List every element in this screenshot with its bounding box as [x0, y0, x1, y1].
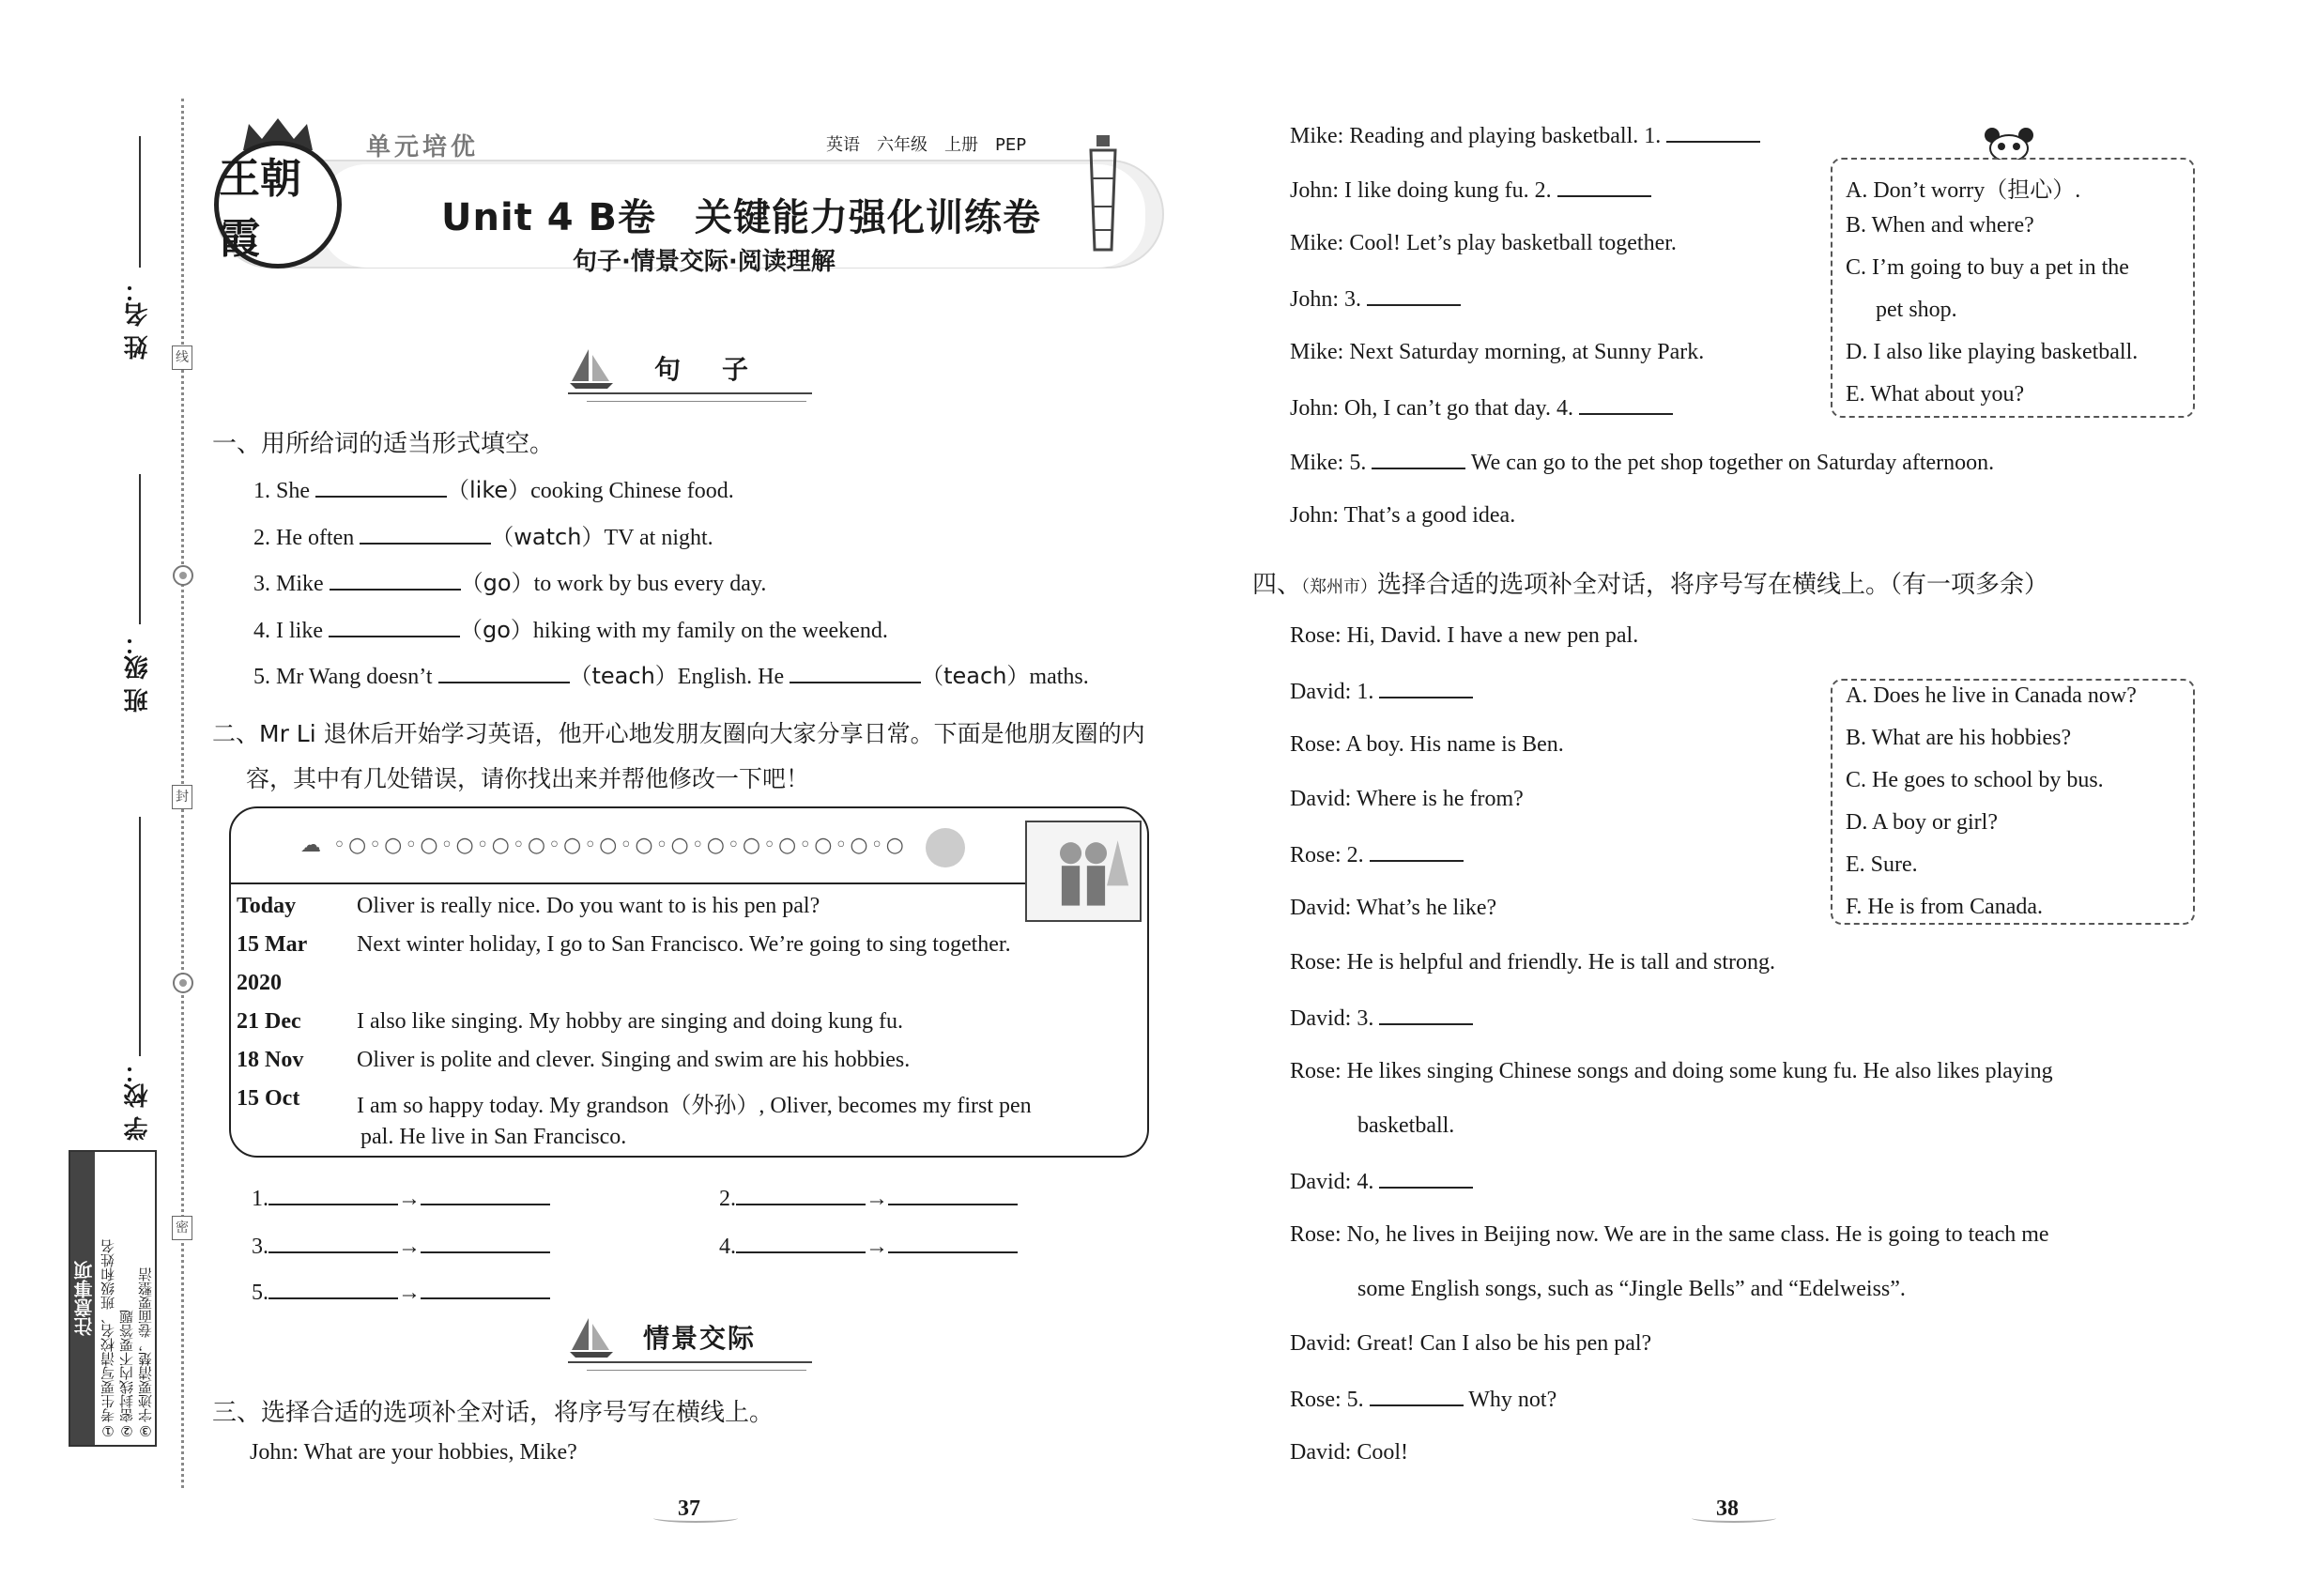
q1-heading: 一、用所给词的适当形式填空。: [212, 430, 555, 458]
option-item: A. Don’t worry（担心）.: [1846, 178, 2081, 203]
notice-item: ①考生要写清校名、班级和姓名: [100, 1239, 116, 1439]
page-number-right: 38: [1716, 1496, 1739, 1521]
name-label: 姓 名：: [124, 278, 152, 361]
dialogue-line: Rose: 5. Why not?: [1290, 1388, 1557, 1412]
dialogue-line: Rose: No, he lives in Beijing now. We are in the same class. He is going to teach me: [1290, 1222, 2049, 1247]
binding-hole-top: [173, 565, 193, 586]
post-date: Today: [237, 894, 297, 918]
answer-blank[interactable]: [329, 617, 460, 637]
post-text: pal. He live in San Francisco.: [360, 1125, 627, 1149]
option-item: E. What about you?: [1846, 382, 2025, 407]
dialogue-line: Rose: A boy. His name is Ben.: [1290, 732, 1564, 757]
sun-icon: [926, 828, 965, 867]
dialogue-line: David: Where is he from?: [1290, 787, 1524, 811]
dialogue-line: John: I like doing kung fu. 2.: [1290, 176, 1651, 204]
answer-blank[interactable]: [268, 1279, 398, 1299]
sailboat-icon: [568, 345, 615, 391]
answer-blank[interactable]: [888, 1233, 1018, 1253]
dialogue-line: basketball.: [1357, 1113, 1455, 1138]
post-text: Next winter holiday, I go to San Francisco. We’re going to sing together.: [357, 932, 1011, 957]
page-number-left: 37: [678, 1496, 700, 1521]
answer-blank[interactable]: [268, 1185, 398, 1205]
course-meta: 英语 六年级 上册 PEP: [826, 135, 1027, 155]
answer-blank[interactable]: [1379, 1168, 1473, 1189]
section-banner-sentences: [568, 345, 812, 394]
answer-blank[interactable]: [438, 663, 570, 683]
post-date: 21 Dec: [237, 1009, 301, 1034]
q2-answer-5: 5. →: [252, 1279, 550, 1306]
option-item: pet shop.: [1876, 298, 1957, 322]
dialogue-line: Rose: 2.: [1290, 841, 1464, 868]
dialogue-line: John: 3.: [1290, 285, 1461, 313]
dialogue-line: Mike: 5. We can go to the pet shop together on Saturday afternoon.: [1290, 451, 1995, 475]
grandparents-photo: [1025, 821, 1142, 922]
dialogue-line: some English songs, such as “Jingle Bells” and “Edelweiss”.: [1357, 1277, 1906, 1301]
page-number-decoration: [1692, 1513, 1776, 1523]
dialogue-line: John: What are your hobbies, Mike?: [250, 1440, 577, 1465]
option-item: D. I also like playing basketball.: [1846, 340, 2139, 364]
q4-heading: 四、（郑州市）选择合适的选项补全对话，将序号写在横线上。（有一项多余）: [1252, 571, 2049, 599]
post-text: I am so happy today. My grandson（外孙）, Oliver, becomes my first pen: [357, 1094, 1032, 1118]
answer-blank[interactable]: [1666, 122, 1760, 143]
dialogue-line: David: 3.: [1290, 1005, 1473, 1032]
name-field[interactable]: [139, 136, 141, 268]
notice-items: [99, 1158, 155, 1439]
school-field[interactable]: [139, 817, 141, 1056]
q1-item-1: 1. She （like）cooking Chinese food.: [253, 477, 734, 503]
option-item: B. When and where?: [1846, 213, 2034, 238]
answer-blank[interactable]: [421, 1233, 550, 1253]
q2-answer-3: 3. →: [252, 1233, 550, 1260]
answer-blank[interactable]: [421, 1279, 550, 1299]
q3-heading: 三、选择合适的选项补全对话，将序号写在横线上。: [212, 1399, 774, 1427]
q2-answer-4: 4. →: [719, 1233, 1018, 1260]
page-number-decoration: [653, 1513, 738, 1523]
dialogue-line: Rose: He is helpful and friendly. He is tall and strong.: [1290, 950, 1776, 974]
dialogue-line: David: 4.: [1290, 1168, 1473, 1195]
dialogue-line: David: What’s he like?: [1290, 896, 1497, 920]
answer-blank[interactable]: [1367, 285, 1461, 306]
option-item: F. He is from Canada.: [1846, 895, 2044, 919]
q1-item-4: 4. I like （go）hiking with my family on the weekend.: [253, 617, 888, 643]
answer-blank[interactable]: [736, 1233, 866, 1253]
q2-answer-1: 1. →: [252, 1185, 550, 1212]
class-label: 班 级：: [124, 631, 152, 714]
post-date: 15 Mar: [237, 932, 308, 957]
q1-item-2: 2. He often （watch）TV at night.: [253, 524, 713, 550]
post-date: 15 Oct: [237, 1086, 300, 1111]
lighthouse-icon: [1080, 131, 1127, 253]
school-label: 学 校：: [124, 1059, 152, 1142]
seal-mark-line: 线: [172, 345, 192, 370]
dialogue-line: Rose: Hi, David. I have a new pen pal.: [1290, 623, 1639, 648]
notice-title: 注意事项: [70, 1152, 95, 1445]
sailboat-icon: [568, 1314, 615, 1359]
answer-blank[interactable]: [1370, 1386, 1464, 1406]
brand-logo: 王朝霞: [214, 141, 342, 269]
section-banner-dialogue: [568, 1314, 812, 1363]
answer-blank[interactable]: [736, 1185, 866, 1205]
dialogue-line: Mike: Cool! Let’s play basketball together.: [1290, 231, 1677, 255]
post-text: I also like singing. My hobby are singing and doing kung fu.: [357, 1009, 903, 1034]
answer-blank[interactable]: [1557, 176, 1651, 197]
answer-blank[interactable]: [421, 1185, 550, 1205]
answer-blank[interactable]: [888, 1185, 1018, 1205]
option-item: E. Sure.: [1846, 852, 1918, 877]
cloud-decoration-icon: ☁ ◦○◦○◦○◦○◦○◦○◦○◦○◦○◦○◦○◦○◦○◦○◦○◦○: [300, 834, 907, 857]
seal-mark-secret: 密: [172, 1216, 192, 1240]
post-text: Oliver is really nice. Do you want to is his pen pal?: [357, 894, 820, 918]
answer-blank[interactable]: [1379, 1005, 1473, 1025]
q1-item-3: 3. Mike （go）to work by bus every day.: [253, 570, 767, 596]
page-title: Unit 4 B卷 关键能力强化训练卷: [441, 196, 1041, 239]
q2-answer-2: 2. →: [719, 1185, 1018, 1212]
answer-blank[interactable]: [1370, 841, 1464, 862]
dialogue-line: Rose: He likes singing Chinese songs and doing some kung fu. He also likes playing: [1290, 1059, 2053, 1083]
option-item: D. A boy or girl?: [1846, 810, 1998, 835]
dialogue-line: Mike: Reading and playing basketball. 1.: [1290, 122, 1760, 149]
post-date: 18 Nov: [237, 1048, 304, 1072]
dialogue-line: John: That’s a good idea.: [1290, 503, 1516, 528]
answer-blank[interactable]: [315, 477, 447, 498]
answer-blank[interactable]: [360, 524, 491, 545]
class-field[interactable]: [139, 474, 141, 624]
binding-hole-bottom: [173, 973, 193, 993]
option-item: C. I’m going to buy a pet in the: [1846, 255, 2129, 280]
answer-blank[interactable]: [1372, 449, 1465, 469]
option-item: B. What are his hobbies?: [1846, 726, 2072, 750]
answer-blank[interactable]: [1579, 394, 1673, 415]
notice-item: ②密封线内不要答题: [118, 1310, 135, 1439]
section-title-dialogue: 情景交际: [643, 1323, 757, 1354]
post-date: 2020: [237, 971, 282, 995]
notice-item: ③字迹要清楚，卷面要整洁: [137, 1267, 154, 1439]
panda-icon: [1983, 126, 2035, 160]
dialogue-line: John: Oh, I can’t go that day. 4.: [1290, 394, 1673, 422]
notice-box: [69, 1150, 157, 1447]
dialogue-line: David: Great! Can I also be his pen pal?: [1290, 1331, 1652, 1356]
q1-item-5: 5. Mr Wang doesn’t （teach）English. He （teach）maths.: [253, 663, 1089, 689]
page-subtitle: 句子·情景交际·阅读理解: [573, 248, 836, 276]
unit-tag: 单元培优: [366, 133, 480, 161]
q2-heading-line2: 容，其中有几处错误，请你找出来并帮他修改一下吧！: [246, 765, 810, 792]
section-title-sentences: 句 子: [654, 354, 757, 385]
dialogue-line: Mike: Next Saturday morning, at Sunny Park.: [1290, 340, 1705, 364]
seal-mark-seal: 封: [172, 785, 192, 809]
answer-blank[interactable]: [268, 1233, 398, 1253]
q4-options-box: [1831, 679, 2195, 925]
answer-blank[interactable]: [790, 663, 921, 683]
q2-heading-line1: 二、Mr Li 退休后开始学习英语，他开心地发朋友圈向大家分享日常。下面是他朋友圈的内: [212, 720, 1145, 747]
option-item: A. Does he live in Canada now?: [1846, 683, 2137, 708]
answer-blank[interactable]: [330, 570, 461, 591]
dialogue-line: David: 1.: [1290, 678, 1473, 705]
post-text: Oliver is polite and clever. Singing and swim are his hobbies.: [357, 1048, 911, 1072]
answer-blank[interactable]: [1379, 678, 1473, 698]
option-item: C. He goes to school by bus.: [1846, 768, 2104, 792]
dialogue-line: David: Cool!: [1290, 1440, 1408, 1465]
